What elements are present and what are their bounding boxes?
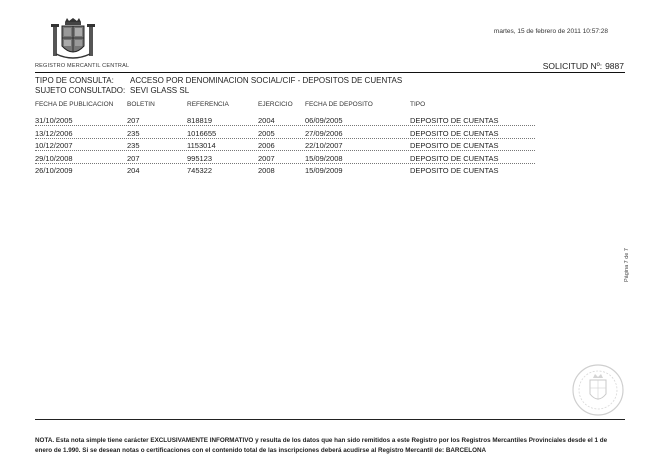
cell-referencia: 818819 [187,116,213,125]
table-row [0,164,660,177]
column-header-referencia: REFERENCIA [187,101,229,108]
cell-ejercicio: 2006 [258,141,275,150]
cell-boletin: 235 [127,141,140,150]
cell-tipo: DEPOSITO DE CUENTAS [410,116,499,125]
cell-ejercicio: 2007 [258,153,275,163]
cell-referencia: 1153014 [187,141,216,150]
cell-fecha-deposito: 15/09/2008 [305,153,343,163]
cell-ejercicio: 2008 [258,166,275,175]
column-header-boletin: BOLETIN [127,101,155,108]
cell-boletin: 204 [127,166,140,175]
cell-fecha-publicacion: 13/12/2006 [35,128,73,138]
print-datetime: martes, 15 de febrero de 2011 10:57:28 [493,28,608,35]
query-type-row [35,76,402,85]
column-header-tipo: TIPO [410,101,426,108]
table-row [0,139,660,152]
query-subject-label: SUJETO CONSULTADO: [35,86,126,95]
cell-tipo: DEPOSITO DE CUENTAS [410,166,499,175]
footer-divider [35,419,625,420]
column-header-fecha-deposito: FECHA DE DEPOSITO [305,101,373,108]
cell-boletin: 207 [127,116,140,125]
cell-tipo: DEPOSITO DE CUENTAS [410,128,499,138]
page-indicator-text: Página 7 de 7 [624,248,630,282]
header-divider [35,72,625,73]
solicitud-label: SOLICITUD Nº: [542,61,603,71]
deposits-table [0,114,660,177]
cell-referencia: 995123 [187,153,213,163]
coat-of-arms-icon [50,18,96,62]
cell-fecha-deposito: 27/09/2006 [305,128,343,138]
cell-fecha-publicacion: 29/10/2008 [35,153,73,163]
solicitud-value: 9887 [605,61,624,71]
query-type-value: ACCESO POR DENOMINACION SOCIAL/CIF - DEPOSITOS DE CUENTAS [130,76,403,85]
cell-referencia: 1016655 [187,128,217,138]
registry-seal-icon [568,362,628,418]
cell-fecha-publicacion: 26/10/2009 [35,166,73,175]
cell-fecha-publicacion: 10/12/2007 [35,141,73,150]
cell-fecha-deposito: 06/09/2005 [305,116,343,125]
disclaimer-note: NOTA. Esta nota simple tiene carácter EXCLUSIVAMENTE INFORMATIVO y resulta de los datos que han sido remitidos a este Registro por los Registros Mercantiles Provinciales desde el 1 de enero de 1.990. Si se desean notas o certificaciones con el contenido total de las inscripciones deberá acudirse al Registro Mercantil de: BARCELONA [35,437,608,454]
cell-tipo: DEPOSITO DE CUENTAS [410,141,499,150]
organization-name: REGISTRO MERCANTIL CENTRAL [35,63,130,69]
cell-referencia: 745322 [187,166,213,175]
table-row [0,127,660,140]
table-row [0,152,660,165]
cell-fecha-publicacion: 31/10/2005 [35,116,73,125]
page-indicator [624,226,636,286]
cell-ejercicio: 2004 [258,116,275,125]
cell-boletin: 207 [127,153,140,163]
cell-fecha-deposito: 15/09/2009 [305,166,343,175]
query-subject-row [35,86,189,95]
cell-ejercicio: 2005 [258,128,275,138]
query-type-label: TIPO DE CONSULTA: [35,76,114,85]
cell-tipo: DEPOSITO DE CUENTAS [410,153,499,163]
column-header-fecha-publicacion: FECHA DE PUBLICACION [35,101,114,108]
table-row [0,114,660,127]
cell-boletin: 235 [127,128,140,138]
cell-fecha-deposito: 22/10/2007 [305,141,343,150]
solicitud-number [540,61,624,71]
column-header-ejercicio: EJERCICIO [258,101,293,108]
query-subject-value: SEVI GLASS SL [130,86,190,95]
